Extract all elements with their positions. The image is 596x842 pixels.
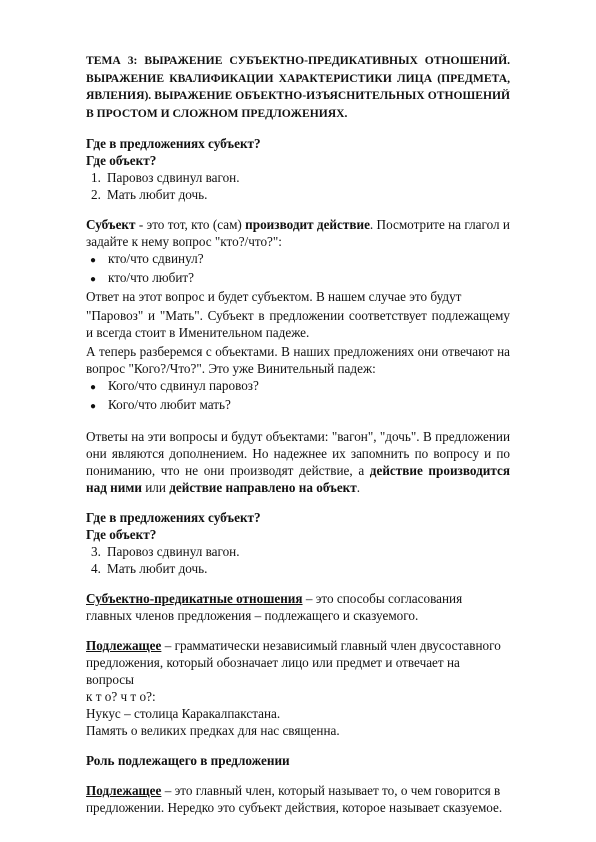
subject-role-definition: Подлежащее – это главный член, который называет то, о чем говорится в предложении. Нередко это субъект действия, которое называет сказуемое. — [86, 783, 503, 815]
list-item: ● Кого/что любит мать? — [86, 396, 510, 415]
list-item: 4. Мать любит дочь. — [91, 561, 208, 576]
question-subject: Где в предложениях субъект? — [86, 136, 261, 151]
list-item: ● кто/что сдвинул? — [86, 250, 510, 269]
subject-definition: Субъект - это тот, кто (сам) производит действие. Посмотрите на глагол и задайте к нему вопрос "кто?/что?": — [86, 217, 510, 249]
bullet-icon: ● — [90, 401, 97, 412]
list-item: ● кто/что любит? — [86, 269, 510, 288]
subject-grammar-definition: Подлежащее – грамматически независимый главный член двусоставного предложения, который обозначает лицо или предмет и отвечает на вопросы к т о? ч т о?: Нукус – столица Каракалпакстана. Память о великих предках для нас священна. — [86, 637, 510, 739]
question-object: Где объект? — [86, 153, 157, 168]
bullet-icon: ● — [90, 382, 97, 393]
example-list — [86, 543, 510, 577]
document-page — [86, 52, 510, 816]
relations-definition: Субъектно-предикатные отношения – это способы согласования главных членов предложения – подлежащего и сказуемого. — [86, 591, 463, 623]
object-explanation: Ответы на эти вопросы и будут объектами: "вагон", "дочь". В предложении они являются дополнением. Но надежнее их запомнить по вопросу и по пониманию, что не они производят действие, а действие производится над ними или действие направлено на объект. — [86, 429, 511, 495]
bullet-icon: ● — [90, 274, 97, 285]
example-sentence: Нукус – столица Каракалпакстана. — [86, 706, 281, 721]
list-item: 2. Мать любит дочь. — [91, 187, 208, 202]
list-item: 1. Паровоз сдвинул вагон. — [91, 170, 240, 185]
example-list — [86, 169, 510, 203]
topic-title: ТЕМА 3: ВЫРАЖЕНИЕ СУБЪЕКТНО-ПРЕДИКАТИВНЫХ ОТНОШЕНИЙ. ВЫРАЖЕНИЕ КВАЛИФИКАЦИИ ХАРАКТЕРИСТИКИ ЛИЦА (ПРЕДМЕТА, ЯВЛЕНИЯ). ВЫРАЖЕНИЕ ОБЪЕКТНО-ИЗЪЯСНИТЕЛЬНЫХ ОТНОШЕНИЙ В ПРОСТОМ И СЛОЖНОМ ПРЕДЛОЖЕНИЯХ. — [86, 54, 510, 120]
object-questions-list — [86, 377, 510, 415]
subject-questions-list — [86, 250, 510, 288]
example-sentence: Память о великих предках для нас священна. — [86, 723, 340, 738]
bullet-icon: ● — [90, 255, 97, 266]
paragraph: "Паровоз" и "Мать". Субъект в предложении соответствует подлежащему и всегда стоит в Именительном падеже. — [86, 308, 510, 340]
list-item: ● Кого/что сдвинул паровоз? — [86, 377, 510, 396]
question-subject: Где в предложениях субъект? — [86, 510, 261, 525]
list-item: 3. Паровоз сдвинул вагон. — [91, 544, 240, 559]
section-heading: Роль подлежащего в предложении — [86, 753, 290, 768]
question-object: Где объект? — [86, 527, 157, 542]
paragraph: А теперь разберемся с объектами. В наших предложениях они отвечают на вопрос "Кого?/Что?". Это уже Винительный падеж: — [86, 344, 510, 376]
paragraph: Ответ на этот вопрос и будет субъектом. В нашем случае это будут — [86, 289, 462, 304]
